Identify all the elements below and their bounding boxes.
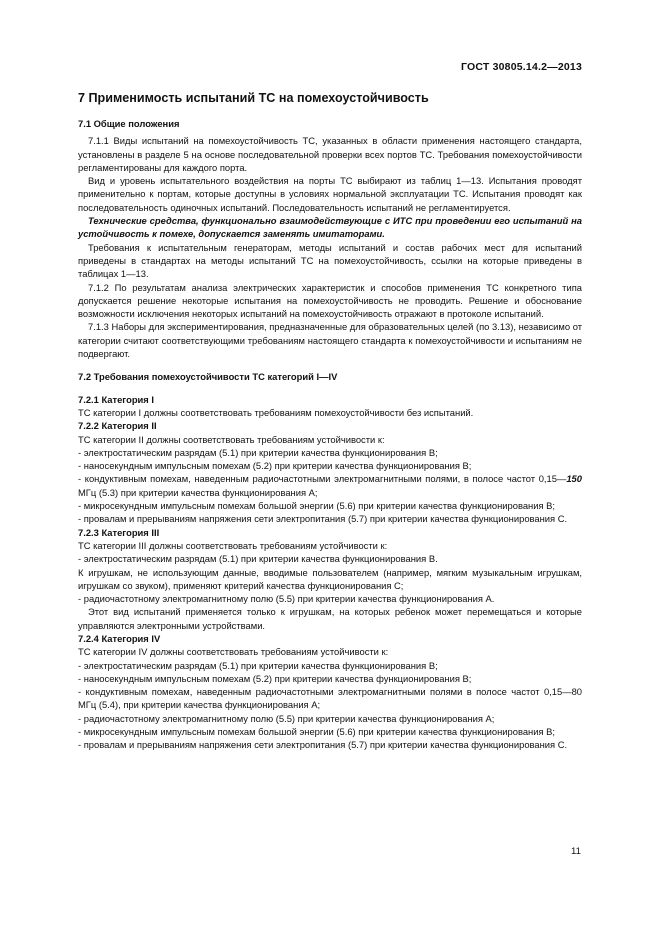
list-item-text: - кондуктивным помехам, наведенным радиочастотными электромагнитными полями, в полосе частот 0,15— [78, 473, 567, 485]
subsection-title-7-1: 7.1 Общие положения [78, 118, 180, 129]
list-item: - радиочастотному электромагнитному полю (5.5) при критерии качества функционирования А. [78, 593, 495, 605]
category-title-2: 7.2.2 Категория II [78, 420, 157, 432]
list-item: - провалам и прерываниям напряжения сети электропитания (5.7) при критерии качества функционирования С. [78, 513, 568, 525]
paragraph: ТС категории I должны соответствовать требованиям помехоустойчивости без испытаний. [78, 406, 474, 418]
list-item: - электростатическим разрядам (5.1) при критерии качества функционирования В. [78, 553, 438, 565]
paragraph: 7.1.1 Виды испытаний на помехоустойчивость ТС, указанных в области применения настоящего стандарта, установлены в разделе 5 на основе последовательной проверки всех портов ТС. Требования помехоустойчивости регламентированы для каждого порта. [78, 135, 582, 173]
paragraph: ТС категории II должны соответствовать требованиям устойчивости к: [78, 433, 385, 445]
page-content [78, 90, 582, 752]
paragraph: 7.1.2 По результатам анализа электрических характеристик и способов применения ТС конкретного типа допускается решение некоторые испытания на помехоустойчивость не проводить. Решение и обоснование возможности исключения некоторых испытаний на помехоустойчивость отражают в протоколе испытаний. [78, 281, 582, 320]
category-title-1: 7.2.1 Категория I [78, 393, 154, 405]
list-item [78, 472, 582, 499]
paragraph: ТС категории IV должны соответствовать требованиям устойчивости к: [78, 646, 389, 658]
category-title-3: 7.2.3 Категория III [78, 526, 160, 538]
emphasized-frequency: 150 [566, 473, 582, 485]
paragraph: К игрушкам, не использующим данные, вводимые пользователем (например, мягким музыкальным игрушкам, игрушкам со звуком), применяют критерий качества функционирования С; [78, 566, 582, 591]
paragraph: Этот вид испытаний применяется только к игрушкам, на которых ребенок может перемещаться и которые управляются электронными устройствами. [78, 606, 582, 631]
paragraph: 7.1.3 Наборы для экспериментирования, предназначенные для образовательных целей (по 3.13), независимо от категории считают соответствующими требованиям настоящего стандарта к помехоустойчивости и испытаниям не подвергают. [78, 321, 582, 360]
list-item: - радиочастотному электромагнитному полю (5.5) при критерии качества функционирования А; [78, 712, 495, 724]
list-item: - микросекундным импульсным помехам большой энергии (5.6) при критерии качества функционирования В; [78, 500, 556, 512]
list-item: - электростатическим разрядам (5.1) при критерии качества функционирования В; [78, 446, 438, 458]
list-item: - микросекундным импульсным помехам большой энергии (5.6) при критерии качества функционирования В; [78, 726, 556, 738]
list-item: - кондуктивным помехам, наведенным радиочастотными электромагнитными полями в полосе частот 0,15—80 МГц (5.4), при критерии качества функционирования А; [78, 686, 582, 711]
list-item: - наносекундным импульсным помехам (5.2) при критерии качества функционирования В; [78, 672, 472, 684]
list-item: - наносекундным импульсным помехам (5.2) при критерии качества функционирования В; [78, 460, 472, 472]
emphasized-paragraph: Технические средства, функционально взаимодействующие с ИТС при проведении его испытаний на устойчивость к помехе, допускается заменять имитаторами. [78, 215, 582, 240]
page-number: 11 [571, 846, 581, 857]
category-title-4: 7.2.4 Категория IV [78, 632, 161, 644]
standard-header: ГОСТ 30805.14.2—2013 [460, 61, 582, 73]
list-item-text: МГц (5.3) при критерии качества функционирования А; [78, 486, 318, 498]
paragraph: Требования к испытательным генераторам, методы испытаний и состав рабочих мест для испытаний приведены в стандартах на методы испытаний ТС на помехоустойчивость, ссылки на которые приведены в таблицах 1—13. [78, 241, 582, 280]
subsection-title-7-2: 7.2 Требования помехоустойчивости ТС категорий I—IV [78, 371, 338, 383]
list-item: - провалам и прерываниям напряжения сети электропитания (5.7) при критерии качества функционирования С. [78, 739, 568, 751]
list-item: - электростатическим разрядам (5.1) при критерии качества функционирования В; [78, 659, 438, 671]
paragraph: Вид и уровень испытательного воздействия на порты ТС выбирают из таблиц 1—13. Испытания проводят применительно к портам, которые доступны в условиях нормальной эксплуатации ТС. Испытания проводят как последовательность одиночных испытаний. Последовательность испытаний не регламентируется. [78, 175, 582, 213]
section-title: 7 Применимость испытаний ТС на помехоустойчивость [78, 91, 429, 105]
paragraph: ТС категории III должны соответствовать требованиям устойчивости к: [78, 539, 388, 551]
